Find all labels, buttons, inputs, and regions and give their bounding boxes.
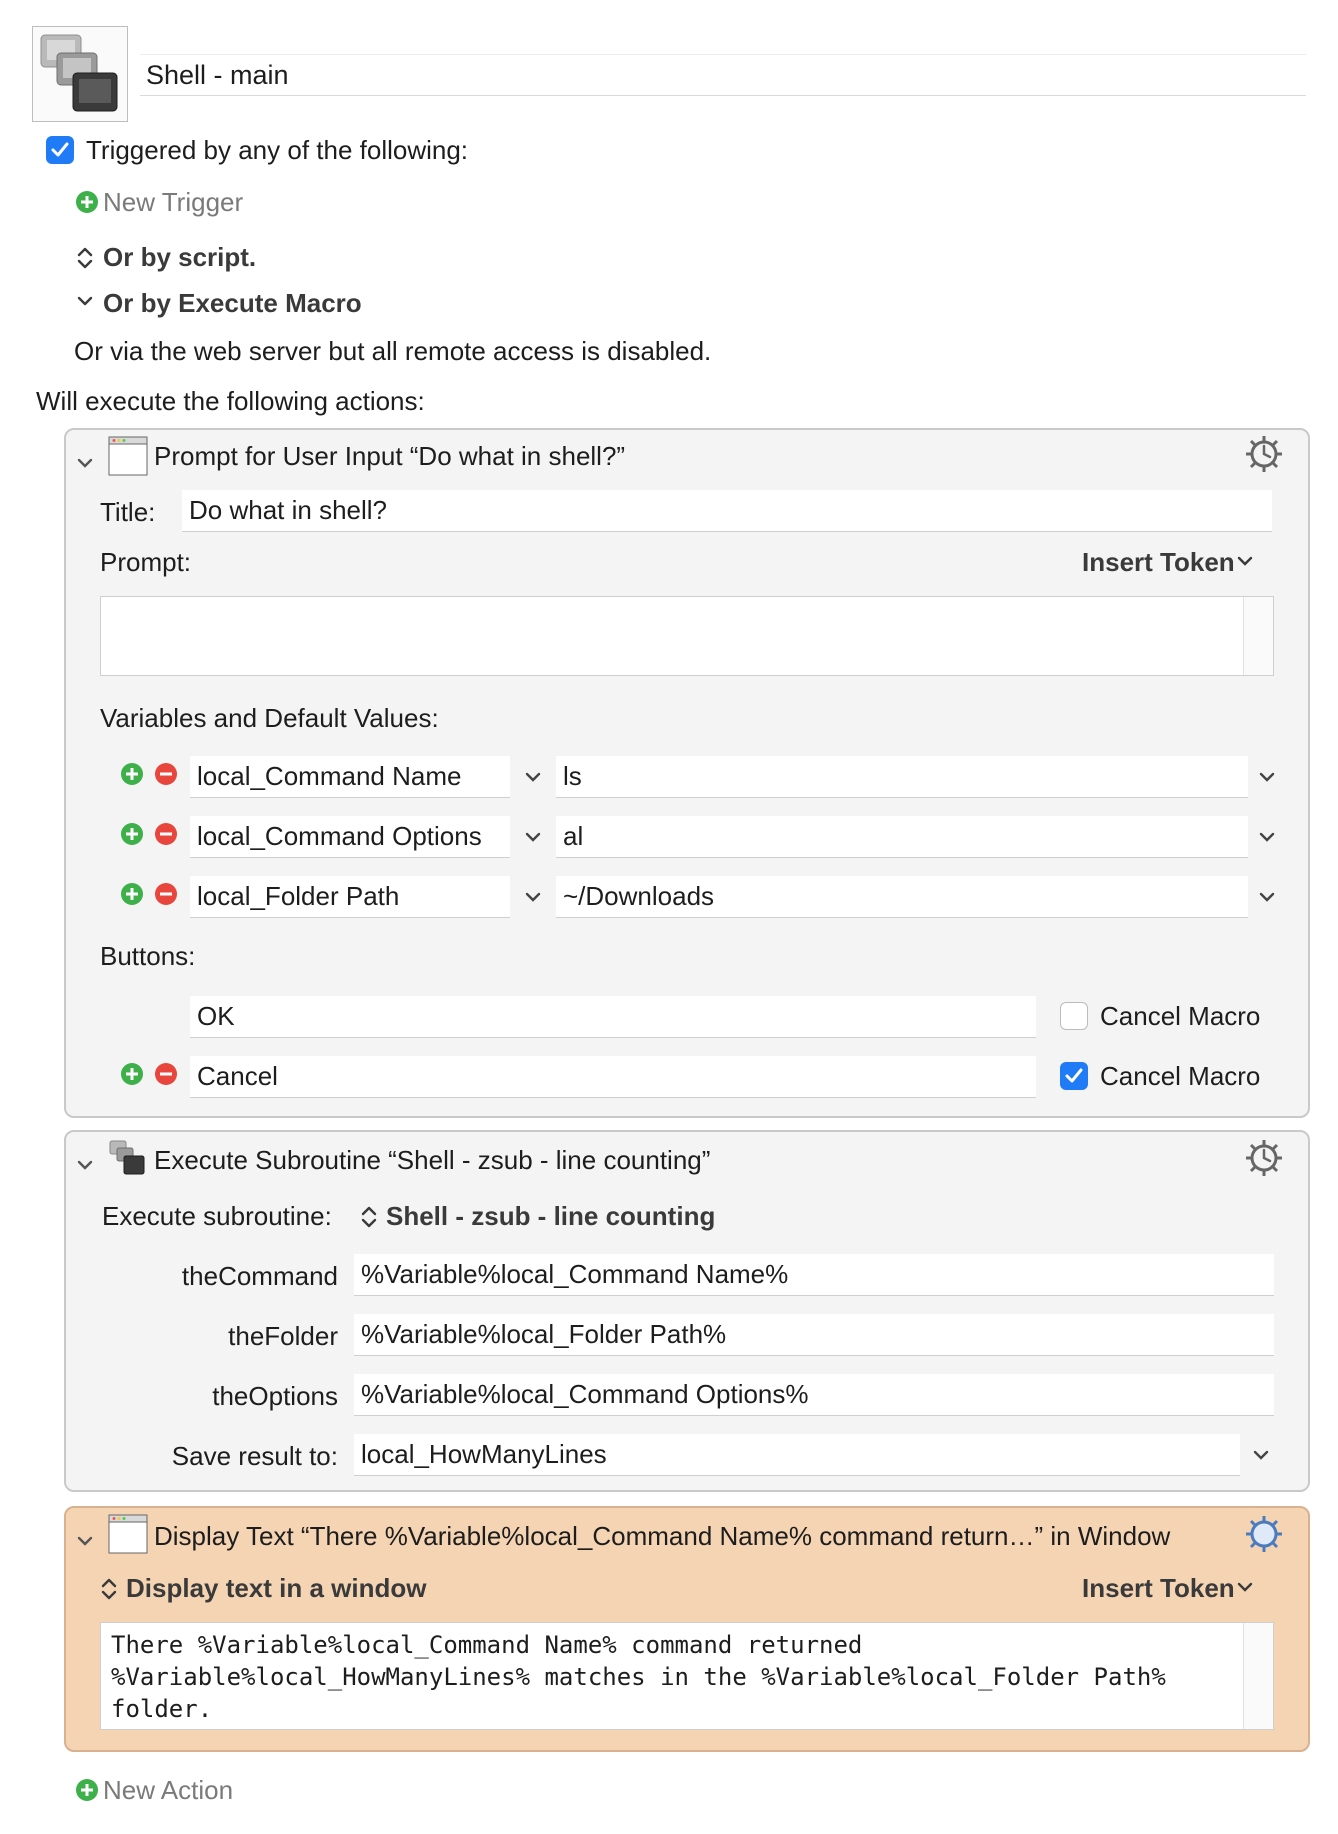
param-value-field[interactable]: %Variable%local_Command Options% bbox=[354, 1374, 1274, 1416]
prompt-label: Prompt: bbox=[100, 547, 192, 577]
subroutine-selector[interactable]: Shell - zsub - line counting bbox=[386, 1201, 716, 1231]
remove-variable-button[interactable] bbox=[154, 882, 178, 911]
param-value-field[interactable]: %Variable%local_Command Name% bbox=[354, 1254, 1274, 1296]
text-line: folder. bbox=[111, 1695, 213, 1723]
action-prompt-user-input[interactable] bbox=[64, 428, 1310, 1118]
add-variable-button[interactable] bbox=[120, 762, 144, 791]
param-label: theFolder bbox=[228, 1321, 338, 1351]
chevron-down-icon[interactable] bbox=[1256, 766, 1278, 788]
chevron-down-icon[interactable] bbox=[1250, 1444, 1272, 1466]
macro-group-icon bbox=[108, 1138, 148, 1183]
scrollbar[interactable] bbox=[1243, 1623, 1273, 1729]
cancel-macro-checkbox[interactable] bbox=[1060, 1002, 1088, 1030]
chevron-down-icon[interactable] bbox=[76, 292, 94, 315]
text-line: There %Variable%local_Command Name% command returned bbox=[111, 1631, 863, 1659]
buttons-label: Buttons: bbox=[100, 941, 196, 971]
param-label: theOptions bbox=[212, 1381, 338, 1411]
variable-name-field[interactable]: local_Command Name bbox=[190, 756, 510, 798]
updown-chevron-icon[interactable] bbox=[100, 1576, 118, 1607]
variables-label: Variables and Default Values: bbox=[100, 703, 439, 733]
action-title[interactable]: Display Text “There %Variable%local_Command Name% command return…” in Window bbox=[154, 1521, 1171, 1551]
gear-icon[interactable] bbox=[1242, 1512, 1286, 1556]
or-by-execute-macro[interactable]: Or by Execute Macro bbox=[103, 288, 362, 318]
remove-variable-button[interactable] bbox=[154, 762, 178, 791]
or-by-script[interactable]: Or by script. bbox=[103, 242, 257, 272]
save-result-field[interactable]: local_HowManyLines bbox=[354, 1434, 1240, 1476]
gear-icon[interactable] bbox=[1242, 432, 1286, 476]
display-mode-selector[interactable]: Display text in a window bbox=[126, 1573, 427, 1603]
new-action-link[interactable]: New Action bbox=[103, 1775, 234, 1805]
window-icon bbox=[108, 1514, 148, 1559]
web-server-note: Or via the web server but all remote access is disabled. bbox=[74, 336, 712, 366]
prompt-textarea[interactable] bbox=[100, 596, 1274, 676]
remove-variable-button[interactable] bbox=[154, 822, 178, 851]
remove-button-button[interactable] bbox=[154, 1062, 178, 1091]
macro-name-field[interactable]: Shell - main bbox=[140, 54, 1306, 96]
new-trigger-plus-icon[interactable] bbox=[75, 190, 99, 219]
execute-subroutine-label: Execute subroutine: bbox=[102, 1201, 332, 1231]
display-text-area[interactable] bbox=[100, 1622, 1274, 1730]
title-input[interactable]: Do what in shell? bbox=[182, 490, 1272, 532]
new-action-plus-icon[interactable] bbox=[75, 1778, 99, 1807]
add-variable-button[interactable] bbox=[120, 822, 144, 851]
chevron-down-icon[interactable] bbox=[1256, 826, 1278, 848]
cancel-macro-label: Cancel Macro bbox=[1100, 1061, 1261, 1091]
triggered-checkbox[interactable] bbox=[46, 136, 74, 164]
add-button-button[interactable] bbox=[120, 1062, 144, 1091]
updown-chevron-icon[interactable] bbox=[360, 1204, 378, 1235]
save-result-label: Save result to: bbox=[171, 1441, 338, 1471]
chevron-down-icon[interactable] bbox=[522, 886, 544, 908]
button-label-field[interactable]: Cancel bbox=[190, 1056, 1036, 1098]
chevron-down-icon[interactable] bbox=[1236, 1578, 1254, 1601]
text-line: %Variable%local_HowManyLines% matches in the %Variable%local_Folder Path% bbox=[111, 1663, 1166, 1691]
chevron-down-icon[interactable] bbox=[522, 826, 544, 848]
actions-heading: Will execute the following actions: bbox=[36, 386, 425, 416]
variable-default-field[interactable]: ls bbox=[556, 756, 1248, 798]
action-display-text[interactable] bbox=[64, 1506, 1310, 1752]
new-trigger-link[interactable]: New Trigger bbox=[103, 187, 244, 217]
add-variable-button[interactable] bbox=[120, 882, 144, 911]
triggered-label: Triggered by any of the following: bbox=[86, 135, 469, 165]
chevron-down-icon[interactable] bbox=[1256, 886, 1278, 908]
updown-chevron-icon[interactable] bbox=[76, 245, 94, 276]
cancel-macro-checkbox[interactable] bbox=[1060, 1062, 1088, 1090]
variable-default-field[interactable]: al bbox=[556, 816, 1248, 858]
param-value-field[interactable]: %Variable%local_Folder Path% bbox=[354, 1314, 1274, 1356]
param-label: theCommand bbox=[181, 1261, 338, 1291]
collapse-chevron-icon[interactable] bbox=[74, 1154, 96, 1176]
cancel-macro-label: Cancel Macro bbox=[1100, 1001, 1261, 1031]
variable-name-field[interactable]: local_Command Options bbox=[190, 816, 510, 858]
variable-name-field[interactable]: local_Folder Path bbox=[190, 876, 510, 918]
action-execute-subroutine[interactable] bbox=[64, 1130, 1310, 1492]
insert-token-button[interactable]: Insert Token bbox=[1082, 547, 1235, 577]
action-title[interactable]: Prompt for User Input “Do what in shell?” bbox=[154, 441, 626, 471]
insert-token-button[interactable]: Insert Token bbox=[1082, 1573, 1235, 1603]
macro-group-icon[interactable] bbox=[32, 26, 128, 122]
scrollbar[interactable] bbox=[1243, 597, 1273, 675]
window-icon bbox=[108, 436, 148, 481]
gear-icon[interactable] bbox=[1242, 1136, 1286, 1180]
collapse-chevron-icon[interactable] bbox=[74, 452, 96, 474]
action-title[interactable]: Execute Subroutine “Shell - zsub - line counting” bbox=[154, 1145, 711, 1175]
collapse-chevron-icon[interactable] bbox=[74, 1530, 96, 1552]
chevron-down-icon[interactable] bbox=[522, 766, 544, 788]
title-label: Title: bbox=[100, 497, 156, 527]
button-label-field[interactable]: OK bbox=[190, 996, 1036, 1038]
chevron-down-icon[interactable] bbox=[1236, 552, 1254, 575]
variable-default-field[interactable]: ~/Downloads bbox=[556, 876, 1248, 918]
